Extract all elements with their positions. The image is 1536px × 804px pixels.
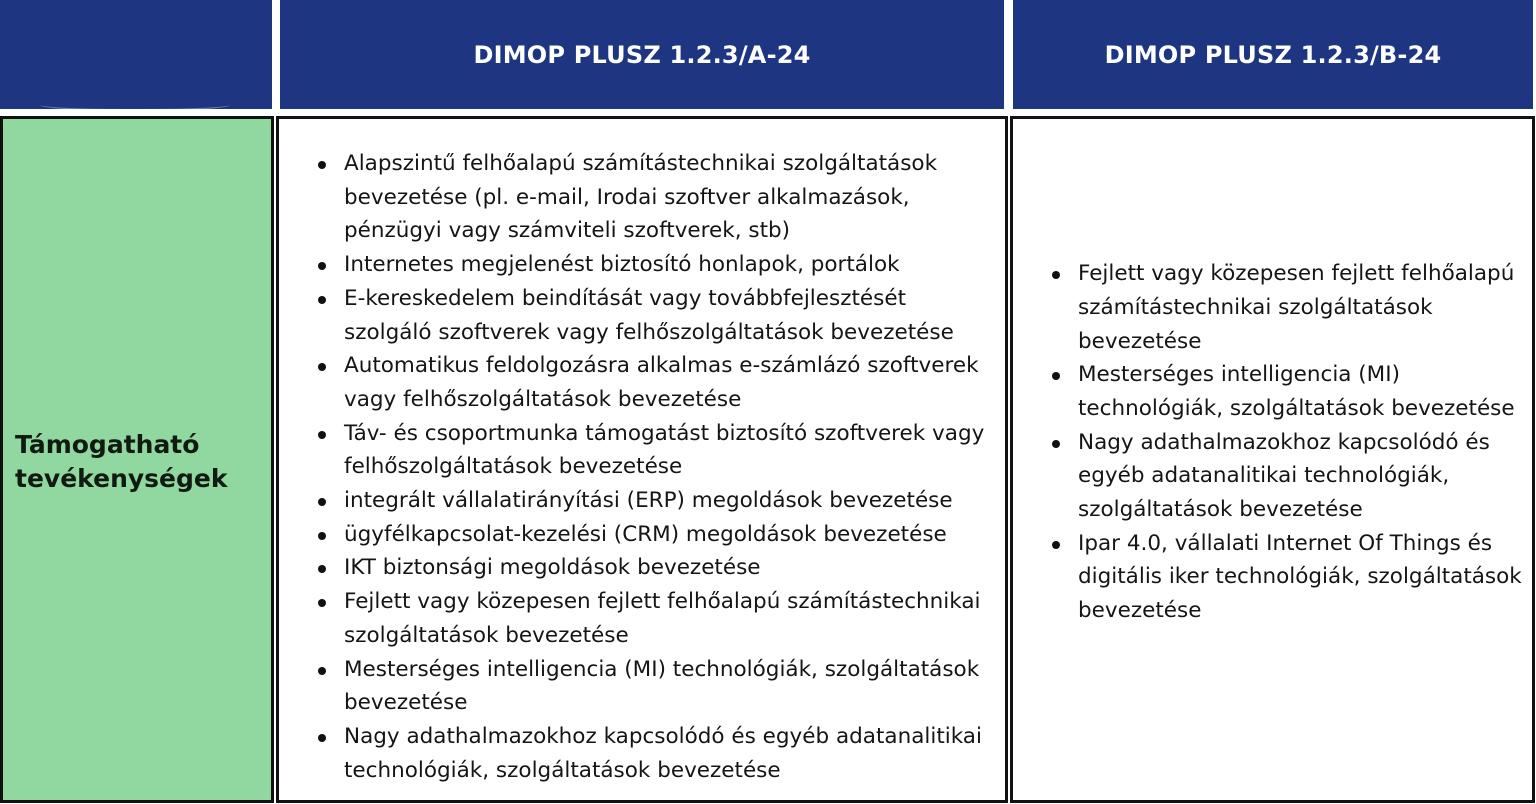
col-b-activity-list: [1039, 257, 1522, 628]
list-item: Alapszintű felhőalapú számítástechnikai szolgáltatások bevezetése (pl. e-mail, Irodai szoftver alkalmazások, pénzügyi vagy számviteli szoftverek, stb): [305, 147, 985, 248]
list-item: IKT biztonsági megoldások bevezetése: [305, 551, 985, 585]
row-label-line-2: tevékenységek: [15, 463, 228, 493]
row-label: [15, 428, 227, 496]
list-item: Automatikus feldolgozásra alkalmas e-számlázó szoftverek vagy felhőszolgáltatások bevezetése: [305, 349, 985, 416]
header-col-b-title: DIMOP PLUSZ 1.2.3/B-24: [1104, 40, 1442, 69]
list-item: Fejlett vagy közepesen fejlett felhőalapú számítástechnikai szolgáltatások bevezetése: [1039, 257, 1522, 358]
list-item: ügyfélkapcsolat-kezelési (CRM) megoldások bevezetése: [305, 518, 985, 552]
list-item: E-kereskedelem beindítását vagy továbbfejlesztését szolgáló szoftverek vagy felhőszolgáltatások bevezetése: [305, 282, 985, 349]
list-item: Táv- és csoportmunka támogatást biztosító szoftverek vagy felhőszolgáltatások bevezetése: [305, 417, 985, 484]
header-corner-cell: [0, 0, 272, 109]
list-item: integrált vállalatirányítási (ERP) megoldások bevezetése: [305, 484, 985, 518]
list-item: Nagy adathalmazokhoz kapcsolódó és egyéb adatanalitikai technológiák, szolgáltatások bevezetése: [305, 720, 985, 787]
list-item: Mesterséges intelligencia (MI) technológiák, szolgáltatások bevezetése: [305, 653, 985, 720]
list-item: Mesterséges intelligencia (MI) technológiák, szolgáltatások bevezetése: [1039, 358, 1522, 425]
list-item: Internetes megjelenést biztosító honlapok, portálok: [305, 248, 985, 282]
col-b-content-cell: [1010, 116, 1535, 803]
list-item: Ipar 4.0, vállalati Internet Of Things és digitális iker technológiák, szolgáltatások bevezetése: [1039, 527, 1522, 628]
header-col-a-title: DIMOP PLUSZ 1.2.3/A-24: [473, 40, 811, 69]
list-item: Nagy adathalmazokhoz kapcsolódó és egyéb adatanalitikai technológiák, szolgáltatások bevezetése: [1039, 426, 1522, 527]
col-a-content-cell: [276, 116, 1008, 803]
row-label-cell: [0, 116, 274, 803]
header-col-a: [280, 0, 1004, 109]
header-col-b: [1013, 0, 1533, 109]
list-item: Fejlett vagy közepesen fejlett felhőalapú számítástechnikai szolgáltatások bevezetése: [305, 585, 985, 652]
decorative-arc: [40, 99, 230, 111]
col-a-activity-list: [305, 147, 985, 787]
row-label-line-1: Támogatható: [15, 429, 200, 459]
